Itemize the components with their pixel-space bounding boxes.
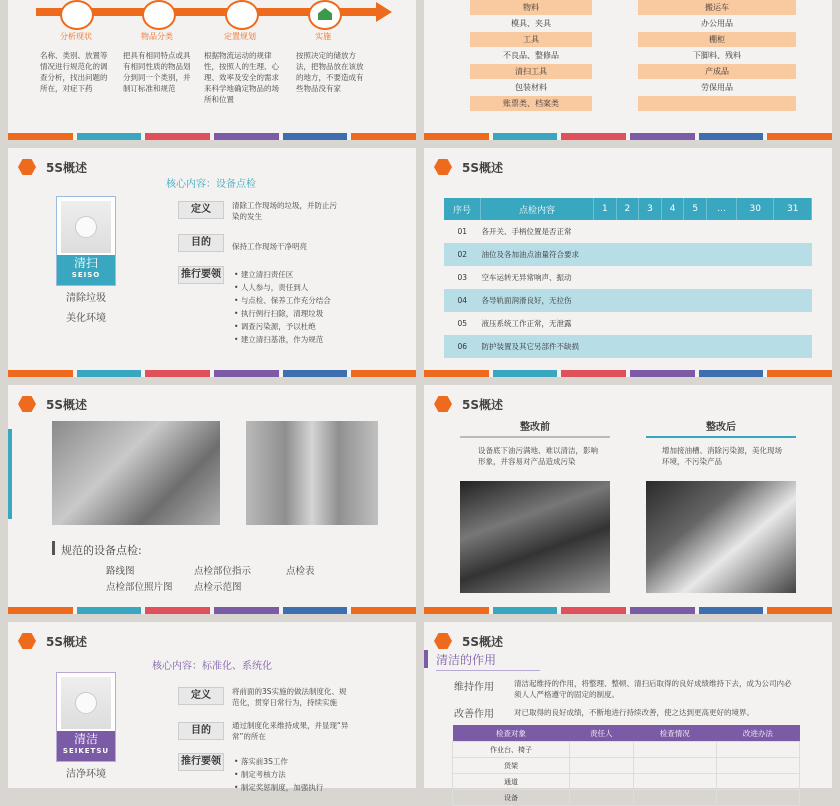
figure-books-icon xyxy=(61,677,111,729)
requirement-item: • 制定奖惩制度，加强执行 xyxy=(234,781,323,794)
requirement-item: • 建立清扫责任区 xyxy=(234,268,331,281)
figure-cn-label: 清洁 xyxy=(73,732,98,746)
hexagon-icon xyxy=(18,396,36,412)
goal-label: 目的 xyxy=(178,234,224,252)
slide-title: 5S概述 xyxy=(462,160,503,175)
empty-cell[interactable] xyxy=(569,758,633,774)
empty-cell[interactable] xyxy=(633,790,716,806)
empty-cell[interactable] xyxy=(661,266,684,289)
hexagon-icon xyxy=(18,633,36,649)
core-content: 核心内容：设备点检 xyxy=(166,179,256,190)
before-text: 设备底下油污满地、难以清洁，影响形象，并容易对产品造成污染 xyxy=(478,446,598,466)
table-row xyxy=(444,335,812,358)
slide-checklist[interactable] xyxy=(424,148,832,377)
category-left-4: 清扫工具 xyxy=(470,64,592,79)
goal-text: 保持工作现场干净明亮 xyxy=(232,242,307,251)
definition-text: 将前面的3S实施的做法制度化、规范化，贯穿日常行为，持续实施 xyxy=(232,687,347,707)
table-row xyxy=(453,758,800,774)
empty-cell[interactable] xyxy=(616,220,639,243)
table-cell: 06 xyxy=(457,342,468,351)
hexagon-icon xyxy=(434,159,452,175)
requirements-label: 推行要领 xyxy=(178,753,224,771)
table-cell: 防护装置及其它另部件不缺损 xyxy=(481,342,579,351)
empty-cell[interactable] xyxy=(569,790,633,806)
table-header-cell: 改进办法 xyxy=(716,725,799,742)
footer-stripes xyxy=(8,370,416,377)
improve-label: 改善作用 xyxy=(454,709,494,720)
before-photo xyxy=(460,481,610,593)
empty-cell[interactable] xyxy=(616,312,639,335)
empty-cell[interactable] xyxy=(707,289,737,312)
empty-cell[interactable] xyxy=(594,220,617,243)
step-text-1: 名称、类别、放置等情况进行规范化的调查分析，找出问题的所在，对症下药 xyxy=(40,51,108,93)
slide-item-categories[interactable] xyxy=(424,0,832,140)
table-cell: 03 xyxy=(457,273,468,282)
empty-cell[interactable] xyxy=(684,335,707,358)
empty-cell[interactable] xyxy=(684,243,707,266)
empty-cell[interactable] xyxy=(737,220,774,243)
step-icon-3 xyxy=(225,0,259,30)
empty-cell[interactable] xyxy=(661,335,684,358)
empty-cell[interactable] xyxy=(716,774,799,790)
step-text-4: 按照决定的储放方法，把物品放在该放的地方，不要造成有些物品没有家 xyxy=(296,51,364,93)
hexagon-icon xyxy=(434,633,452,649)
empty-cell[interactable] xyxy=(661,220,684,243)
table-header-cell: 3 xyxy=(639,198,662,220)
item-demo-chart: 点检示范图 xyxy=(194,582,242,593)
maintain-label: 维持作用 xyxy=(454,682,494,693)
figure-en-label: SEISO xyxy=(71,271,101,279)
figure-en-label: SEIKETSU xyxy=(62,747,110,755)
footer-stripes xyxy=(424,133,832,140)
empty-cell[interactable] xyxy=(716,790,799,806)
table-header-cell: 2 xyxy=(616,198,639,220)
inspection-label: 规范的设备点检: xyxy=(61,544,142,557)
table-header-cell: 1 xyxy=(594,198,617,220)
footer-stripes xyxy=(8,607,416,614)
empty-cell[interactable] xyxy=(616,266,639,289)
empty-cell[interactable] xyxy=(661,243,684,266)
empty-cell[interactable] xyxy=(594,243,617,266)
table-header-cell: 30 xyxy=(737,198,774,220)
section-accent xyxy=(424,650,428,668)
table-header-cell: 4 xyxy=(661,198,684,220)
table-cell: 各导轨面润滑良好，无拉伤 xyxy=(481,296,572,305)
subtitle-1: 洁净环境 xyxy=(66,769,106,780)
empty-cell[interactable] xyxy=(684,312,707,335)
footer-stripes xyxy=(8,133,416,140)
slide-seiketsu[interactable] xyxy=(8,622,416,792)
table-header-cell: ... xyxy=(707,198,737,220)
empty-cell[interactable] xyxy=(707,266,737,289)
empty-cell[interactable] xyxy=(774,312,812,335)
table-cell: 通道 xyxy=(453,774,570,790)
table-row xyxy=(453,774,800,790)
table-header-cell: 检查情况 xyxy=(633,725,716,742)
category-right-0: 搬运车 xyxy=(638,0,796,15)
requirements-label: 推行要领 xyxy=(178,266,224,284)
after-photo xyxy=(646,481,796,593)
hexagon-icon xyxy=(434,396,452,412)
category-left-6: 账票类、档案类 xyxy=(470,96,592,111)
table-row xyxy=(453,742,800,758)
empty-cell[interactable] xyxy=(633,742,716,758)
improve-text: 对已取得的良好成绩，不断地进行持续改善，使之达到更高更好的境界。 xyxy=(514,708,754,717)
empty-cell[interactable] xyxy=(774,243,812,266)
empty-cell[interactable] xyxy=(774,220,812,243)
slide-title: 5S概述 xyxy=(46,160,87,175)
empty-cell[interactable] xyxy=(684,289,707,312)
figure-cn-label: 清扫 xyxy=(73,256,98,270)
empty-cell[interactable] xyxy=(684,220,707,243)
item-route-map: 路线图 xyxy=(106,566,135,577)
subtitle-2: 美化环境 xyxy=(66,313,106,324)
slide-title: 5S概述 xyxy=(46,397,87,412)
item-point-photos: 点检部位照片图 xyxy=(106,582,173,593)
table-cell: 货架 xyxy=(453,758,570,774)
step-icon-2 xyxy=(142,0,176,30)
requirement-item: • 执行例行扫除，清理垃圾 xyxy=(234,307,331,320)
step-title-2: 物品分类 xyxy=(141,32,173,41)
step-text-2: 把具有相同特点或具有相同性质的物品划分到同一个类别，并制订标准和规范 xyxy=(123,51,191,93)
category-left-1: 模具、夹具 xyxy=(511,19,551,28)
table-cell: 设备 xyxy=(453,790,570,806)
slide-analysis-steps[interactable] xyxy=(8,0,416,140)
empty-cell[interactable] xyxy=(616,243,639,266)
table-cell: 02 xyxy=(457,250,468,259)
empty-cell[interactable] xyxy=(594,266,617,289)
empty-cell[interactable] xyxy=(639,266,662,289)
empty-cell[interactable] xyxy=(707,312,737,335)
table-header-cell: 31 xyxy=(774,198,812,220)
table-cell: 液压系统工作正常，无泄露 xyxy=(481,319,572,328)
definition-text: 清除工作现场的垃圾，并防止污染的发生 xyxy=(232,201,337,221)
table-header-cell: 点检内容 xyxy=(481,198,594,220)
table-row xyxy=(444,289,812,312)
empty-cell[interactable] xyxy=(569,742,633,758)
footer-stripes xyxy=(424,607,832,614)
seiketsu-figure xyxy=(56,672,116,762)
requirement-item: • 与点检、保养工作充分结合 xyxy=(234,294,331,307)
empty-cell[interactable] xyxy=(616,335,639,358)
slide-title: 5S概述 xyxy=(462,397,503,412)
category-right-2: 棚柜 xyxy=(638,32,796,47)
definition-label: 定义 xyxy=(178,687,224,705)
after-text: 增加接油槽、消除污染源，美化现场环境，不污染产品 xyxy=(662,446,782,466)
empty-cell[interactable] xyxy=(684,266,707,289)
after-heading: 整改后 xyxy=(646,418,796,438)
figure-person-icon xyxy=(61,201,111,253)
empty-cell[interactable] xyxy=(633,758,716,774)
slide-title: 5S概述 xyxy=(46,634,87,649)
empty-cell[interactable] xyxy=(633,774,716,790)
step-title-3: 定置规划 xyxy=(224,32,256,41)
table-cell: 04 xyxy=(457,296,468,305)
before-heading: 整改前 xyxy=(460,418,610,438)
step-title-4: 实施 xyxy=(315,32,331,41)
definition-label: 定义 xyxy=(178,201,224,219)
section-title: 清洁的作用 xyxy=(436,651,540,671)
equipment-photo-2 xyxy=(246,421,378,525)
check-table xyxy=(452,725,800,806)
empty-cell[interactable] xyxy=(616,289,639,312)
table-cell: 油位及各加油点油量符合要求 xyxy=(481,250,579,259)
slide-seiso[interactable] xyxy=(8,148,416,377)
empty-cell[interactable] xyxy=(774,335,812,358)
slide-before-after[interactable] xyxy=(424,385,832,614)
empty-cell[interactable] xyxy=(737,243,774,266)
core-content: 核心内容：标准化、系统化 xyxy=(152,661,272,672)
empty-cell[interactable] xyxy=(737,312,774,335)
empty-cell[interactable] xyxy=(639,220,662,243)
empty-cell[interactable] xyxy=(774,289,812,312)
item-check-table: 点检表 xyxy=(286,566,315,577)
table-header-cell: 序号 xyxy=(444,198,481,220)
table-row xyxy=(444,220,812,243)
empty-cell[interactable] xyxy=(707,243,737,266)
empty-cell[interactable] xyxy=(661,312,684,335)
empty-cell[interactable] xyxy=(774,266,812,289)
empty-cell[interactable] xyxy=(594,289,617,312)
seiso-figure xyxy=(56,196,116,286)
empty-cell[interactable] xyxy=(661,289,684,312)
category-left-5: 包装材料 xyxy=(515,83,547,92)
empty-cell[interactable] xyxy=(716,742,799,758)
step-icon-4 xyxy=(308,0,342,30)
requirements-list xyxy=(234,268,331,346)
category-left-3: 不良品、整修品 xyxy=(503,51,559,60)
table-header-cell: 5 xyxy=(684,198,707,220)
step-icon-1 xyxy=(60,0,94,30)
slide-inspection-photos[interactable] xyxy=(8,385,416,614)
goal-label: 目的 xyxy=(178,722,224,740)
slide-seiketsu-role[interactable] xyxy=(424,622,832,802)
category-right-6 xyxy=(638,96,796,111)
empty-cell[interactable] xyxy=(639,289,662,312)
maintain-text: 清洁起维持的作用，将整理、整顿、清扫后取得的良好成绩维持下去，成为公司内必须人人严格遵守的固定的制度。 xyxy=(514,679,792,699)
empty-cell[interactable] xyxy=(569,774,633,790)
table-header-cell: 检查对象 xyxy=(453,725,570,742)
empty-cell[interactable] xyxy=(639,335,662,358)
side-accent xyxy=(8,429,12,519)
empty-cell[interactable] xyxy=(639,312,662,335)
step-title-1: 分析现状 xyxy=(60,32,92,41)
category-left-0: 物料 xyxy=(470,0,592,15)
table-row xyxy=(444,312,812,335)
empty-cell[interactable] xyxy=(594,312,617,335)
table-row xyxy=(453,790,800,806)
inspection-table xyxy=(444,198,812,358)
requirement-item: • 制定考核方法 xyxy=(234,768,323,781)
table-cell: 05 xyxy=(457,319,468,328)
table-row xyxy=(444,266,812,289)
requirement-item: • 建立清扫基准，作为规范 xyxy=(234,333,331,346)
category-right-4: 产成品 xyxy=(638,64,796,79)
requirement-item: • 调查污染源，予以杜绝 xyxy=(234,320,331,333)
empty-cell[interactable] xyxy=(737,266,774,289)
empty-cell[interactable] xyxy=(707,220,737,243)
empty-cell[interactable] xyxy=(639,243,662,266)
empty-cell[interactable] xyxy=(716,758,799,774)
hexagon-icon xyxy=(18,159,36,175)
table-header-cell: 责任人 xyxy=(569,725,633,742)
table-cell: 空车运转无异常响声、振动 xyxy=(481,273,572,282)
table-row xyxy=(444,243,812,266)
table-cell: 01 xyxy=(457,227,468,236)
category-right-5: 劳保用品 xyxy=(701,83,733,92)
table-cell: 各开关、手柄位置是否正常 xyxy=(481,227,572,236)
bar-marker xyxy=(52,541,55,555)
empty-cell[interactable] xyxy=(737,289,774,312)
requirements-list xyxy=(234,755,323,794)
step-text-3: 根据物流运动的规律性，按照人的生理、心理、效率及安全的需求来科学地确定物品的场所和位置 xyxy=(204,51,279,104)
category-left-2: 工具 xyxy=(470,32,592,47)
category-right-3: 下脚料、残料 xyxy=(693,51,741,60)
requirement-item: • 人人参与，责任到人 xyxy=(234,281,331,294)
goal-text: 通过制度化来维持成果，并显现“异常”的所在 xyxy=(232,721,349,741)
equipment-photo-1 xyxy=(52,421,220,525)
slide-title: 5S概述 xyxy=(462,634,503,649)
category-right-1: 办公用品 xyxy=(701,19,733,28)
empty-cell[interactable] xyxy=(737,335,774,358)
item-point-indicator: 点检部位指示 xyxy=(194,566,252,577)
requirement-item: • 落实前3S工作 xyxy=(234,755,323,768)
subtitle-1: 清除垃圾 xyxy=(66,293,106,304)
empty-cell[interactable] xyxy=(594,335,617,358)
table-cell: 作业台、椅子 xyxy=(453,742,570,758)
empty-cell[interactable] xyxy=(707,335,737,358)
footer-stripes xyxy=(424,370,832,377)
